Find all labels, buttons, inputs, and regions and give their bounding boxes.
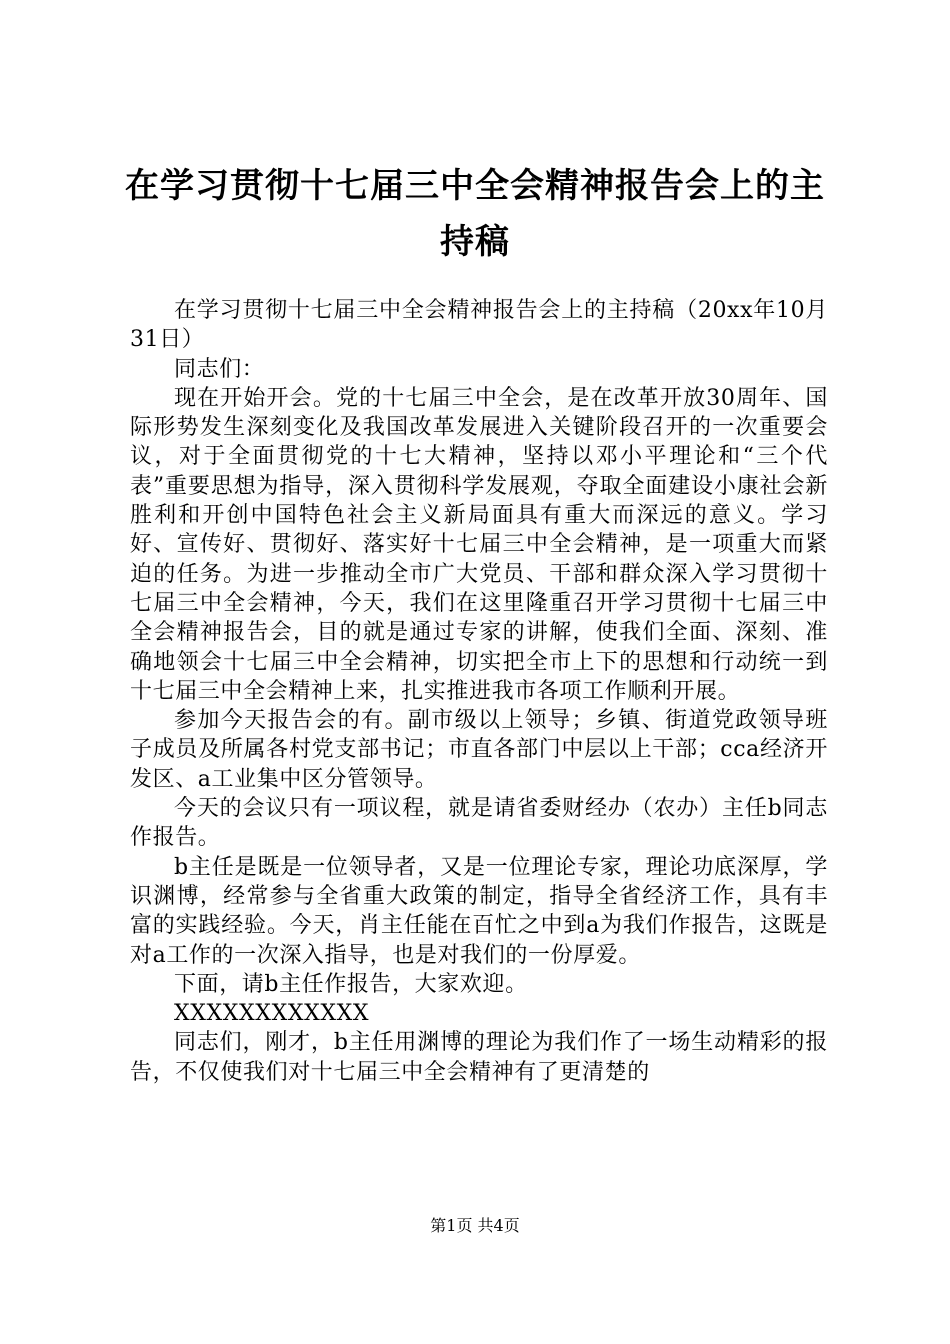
paragraph: 今天的会议只有一项议程，就是请省委财经办（农办）主任b同志作报告。 <box>130 796 828 851</box>
paragraph-subtitle: 在学习贯彻十七届三中全会精神报告会上的主持稿（20xx年10月31日） <box>130 298 828 353</box>
page-footer: 第1页 共4页 <box>430 1216 520 1235</box>
paragraph: 参加今天报告会的有。副市级以上领导；乡镇、街道党政领导班子成员及所属各村党支部书记；市直各部门中层以上干部；cca经济开发区、a工业集中区分管领导。 <box>130 708 828 792</box>
paragraph: 下面，请b主任作报告，大家欢迎。 <box>174 971 528 997</box>
paragraph-salutation: 同志们： <box>174 356 265 382</box>
document-body <box>130 296 828 1087</box>
paragraph: b主任是既是一位领导者，又是一位理论专家，理论功底深厚，学识渊博，经常参与全省重大政策的制定，指导全省经济工作，具有丰富的实践经验。今天，肖主任能在百忙之中到a为我们作报告，这既是对a工作的一次深入指导，也是对我们的一份厚爱。 <box>130 854 828 968</box>
paragraph: 同志们，刚才，b主任用渊博的理论为我们作了一场生动精彩的报告，不仅使我们对十七届三中全会精神有了更清楚的 <box>130 1030 828 1085</box>
document-title: 在学习贯彻十七届三中全会精神报告会上的主持稿 <box>125 166 825 262</box>
paragraph: 现在开始开会。党的十七届三中全会，是在改革开放30周年、国际形势发生深刻变化及我国改革发展进入关键阶段召开的一次重要会议，对于全面贯彻党的十七大精神，坚持以邓小平理论和“三个代表”重要思想为指导，深入贯彻科学发展观，夺取全面建设小康社会新胜利和开创中国特色社会主义新局面具有重大而深远的意义。学习好、宣传好、贯彻好、落实好十七届三中全会精神，是一项重大而紧迫的任务。为进一步推动全市广大党员、干部和群众深入学习贯彻十七届三中全会精神，今天，我们在这里隆重召开学习贯彻十七届三中全会精神报告会，目的就是通过专家的讲解，使我们全面、深刻、准确地领会十七届三中全会精神，切实把全市上下的思想和行动统一到十七届三中全会精神上来，扎实推进我市各项工作顺利开展。 <box>130 385 828 704</box>
paragraph-placeholder: XXXXXXXXXXXX <box>174 1001 370 1027</box>
